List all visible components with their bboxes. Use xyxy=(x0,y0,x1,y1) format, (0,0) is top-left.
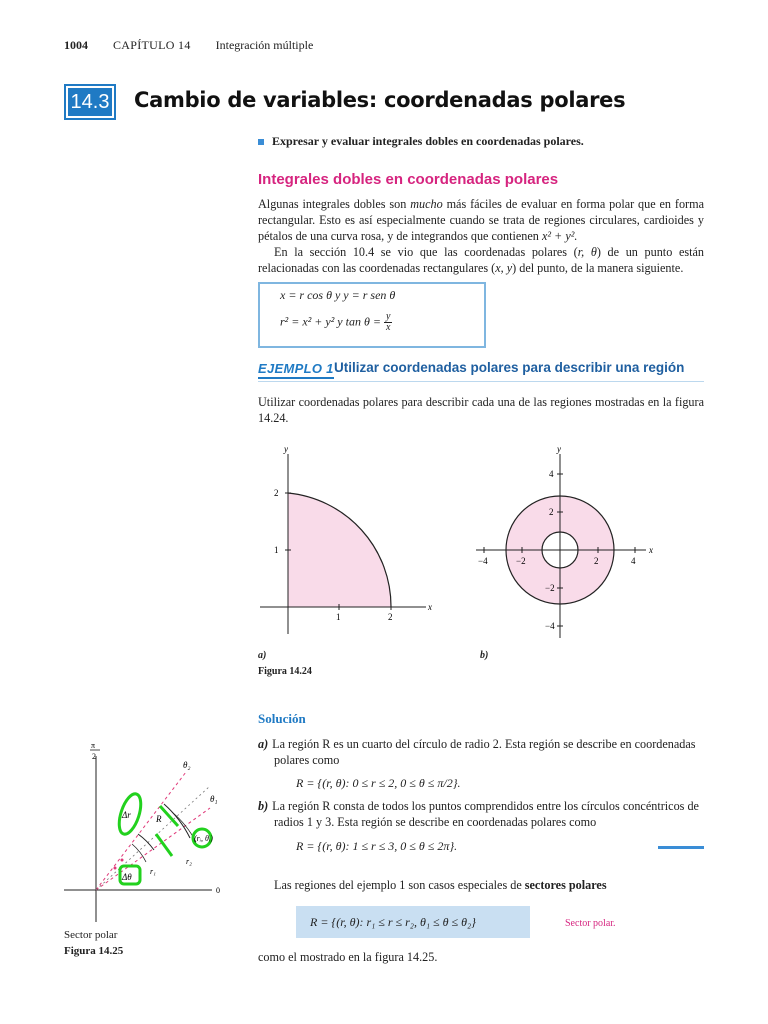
figure-1424-caption: Figura 14.24 xyxy=(258,666,312,677)
point-label: (rᵢ, θᵢ) xyxy=(194,834,213,843)
bullet-square-icon xyxy=(258,139,264,145)
tick-label: 2 xyxy=(388,612,393,622)
figure-1425-polar-sector xyxy=(60,738,240,928)
r1-label: r₁ xyxy=(150,867,156,876)
sector-equation-box xyxy=(296,906,530,938)
page-number: 1004 xyxy=(64,38,88,52)
tick-label: 4 xyxy=(631,556,636,566)
equation-b: R = {(r, θ): 1 ≤ r ≤ 3, 0 ≤ θ ≤ 2π}. xyxy=(296,839,458,853)
outer-arc xyxy=(164,804,190,838)
section-number-badge xyxy=(64,84,116,120)
pi-over-2-den: 2 xyxy=(92,752,96,761)
section-title: Cambio de variables: coordenadas polares xyxy=(134,88,626,112)
solution-item-a xyxy=(258,736,704,768)
sector-equation: R = {(r, θ): r₁ ≤ r ≤ r₂, θ₁ ≤ θ ≤ θ₂} xyxy=(310,914,476,929)
x-axis-label-b: x xyxy=(649,545,653,555)
running-header xyxy=(64,38,313,53)
item-a-tag: a) xyxy=(258,737,269,751)
figure-1425-caption-1: Sector polar xyxy=(64,929,118,941)
formula-box xyxy=(258,282,486,348)
chapter-label: CAPÍTULO 14 xyxy=(113,38,191,52)
zero-label: 0 xyxy=(216,886,220,895)
item-b-text: La región R consta de todos los puntos comprendidos entre los círculos concéntricos de radios 1 y 3. Esta región se describe en coordenadas polares como xyxy=(272,799,699,829)
fraction-y-over-x: $\frac{y}{x}$ xyxy=(385,311,391,333)
sector-note: Sector polar. xyxy=(565,918,616,929)
delta-theta-label: Δθ xyxy=(122,872,132,882)
tick-label: 2 xyxy=(274,488,279,498)
example-rule xyxy=(258,381,704,382)
blue-rule xyxy=(658,846,704,849)
special-cases-text: Las regiones del ejemplo 1 son casos especiales de sectores polares xyxy=(274,878,607,892)
x-axis-label-a: x xyxy=(428,602,432,612)
delta-r-label: Δr xyxy=(122,810,131,820)
formula-line-1: x = r cos θ y y = r sen θ xyxy=(280,288,396,302)
figure-a-label: a) xyxy=(258,650,267,661)
inner-arc xyxy=(138,834,154,850)
figure-b-annulus xyxy=(470,440,660,640)
intro-paragraph-2: En la sección 10.4 se vio que las coordenadas polares (r, θ) de un punto están relacionadas con las coordenadas rectangulares (x, y) del punto, de la manera siguiente. xyxy=(258,245,704,275)
example-title: Utilizar coordenadas polares para describir una región xyxy=(334,360,685,375)
region-R-label: R xyxy=(156,814,162,824)
final-line: como el mostrado en la figura 14.25. xyxy=(258,950,438,964)
item-a-text: La región R es un cuarto del círculo de radio 2. Esta región se describe en coordenadas polares como xyxy=(272,737,696,767)
tick-label: 2 xyxy=(549,507,554,517)
figure-b-label: b) xyxy=(480,650,489,661)
y-axis-label-b: y xyxy=(557,444,561,454)
tick-label: −4 xyxy=(545,621,555,631)
r2-label: r₂ xyxy=(186,857,192,866)
tick-label: 4 xyxy=(549,469,554,479)
formula-line-2: r² = x² + y² y tan θ = $\frac{y}{x}$ xyxy=(280,311,391,333)
theta1-label: θ₁ xyxy=(210,794,218,804)
y-axis-label-a: y xyxy=(284,444,288,454)
tick-label: 1 xyxy=(274,545,279,555)
intro-paragraph-1: Algunas integrales dobles son mucho más fáciles de evaluar en forma polar que en forma rectangular. Esto es así especialmente cuando se trata de regiones circulares, cardioides y pétalos de una curva rosa, y de integrandos que contienen x² + y². xyxy=(258,197,704,243)
example-text: Utilizar coordenadas polares para describir cada una de las regiones mostradas en la figura 14.24. xyxy=(258,395,704,425)
objective xyxy=(258,134,584,149)
objective-text: Expresar y evaluar integrales dobles en coordenadas polares. xyxy=(272,134,584,148)
chapter-title: Integración múltiple xyxy=(215,38,314,52)
tick-label: 1 xyxy=(336,612,341,622)
tick-label: −2 xyxy=(545,583,555,593)
subheading: Integrales dobles en coordenadas polares xyxy=(258,171,559,188)
section-number: 14.3 xyxy=(68,88,112,116)
tick-label: 2 xyxy=(594,556,599,566)
pi-over-2-num: π xyxy=(91,741,96,750)
r1-arc xyxy=(132,844,146,862)
dot-1 xyxy=(121,859,124,862)
equation-a: R = {(r, θ): 0 ≤ r ≤ 2, 0 ≤ θ ≤ π/2}. xyxy=(296,776,461,790)
figure-1425-caption-2: Figura 14.25 xyxy=(64,945,124,957)
solution-item-b xyxy=(258,798,704,830)
example-label: EJEMPLO 1 xyxy=(258,361,334,379)
figure-a-quarter-circle xyxy=(254,440,444,640)
tick-label: −4 xyxy=(478,556,488,566)
solution-heading: Solución xyxy=(258,711,306,726)
theta2-label: θ₂ xyxy=(183,760,191,770)
dot-2 xyxy=(114,867,117,870)
item-b-tag: b) xyxy=(258,799,269,813)
intro-text xyxy=(258,196,704,276)
tick-label: −2 xyxy=(516,556,526,566)
